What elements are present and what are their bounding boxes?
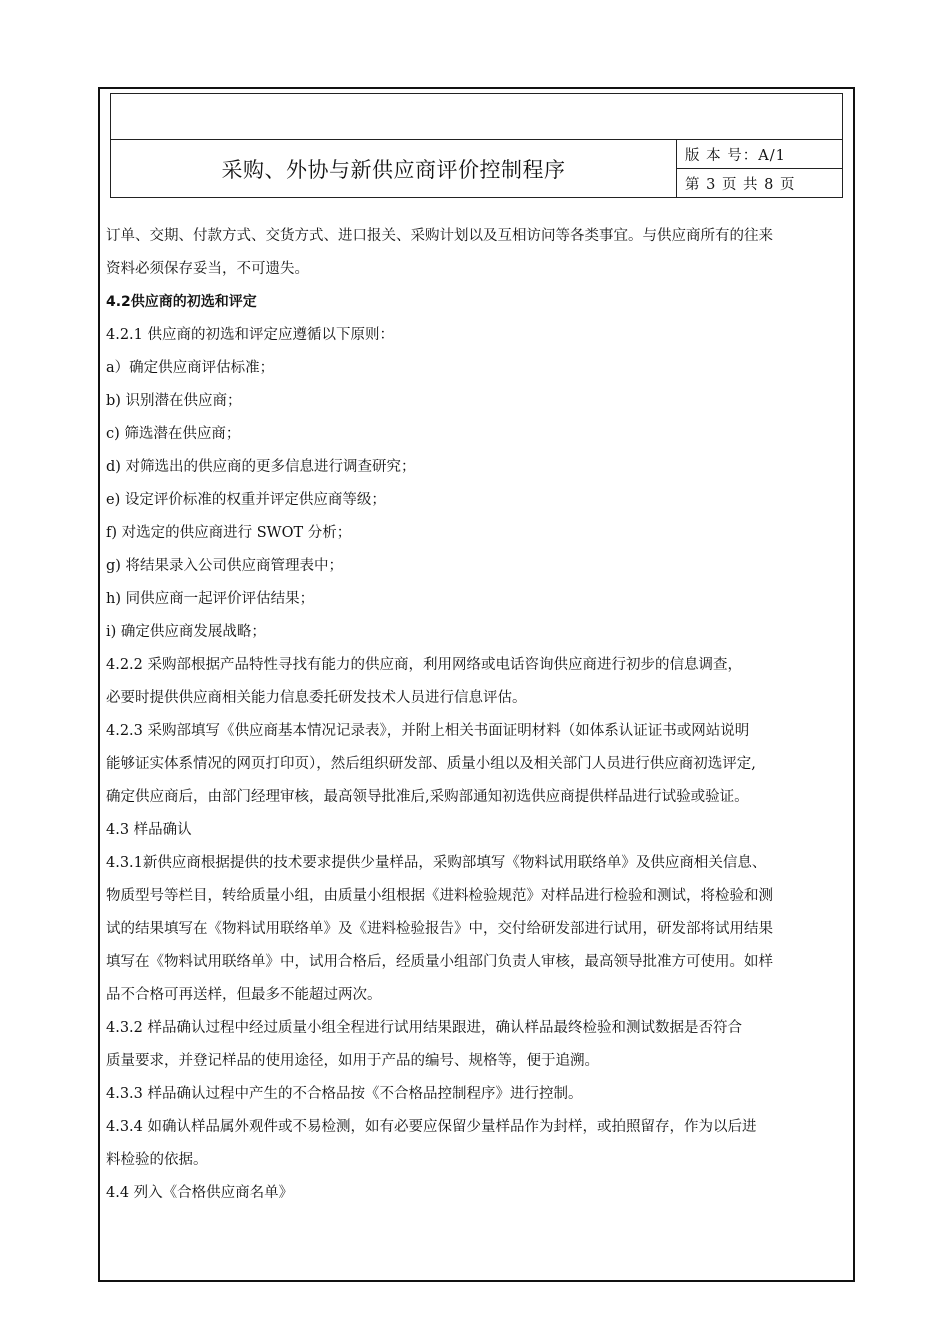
body-line: a）确定供应商评估标准； <box>106 360 275 376</box>
body-line: 填写在《物料试用联络单》中，试用合格后，经质量小组部门负责人审核，最高领导批准方可使用。如样 <box>106 954 773 970</box>
body-line: 质量要求，并登记样品的使用途径，如用于产品的编号、规格等，便于追溯。 <box>106 1053 599 1069</box>
body-line: 4.2.2 采购部根据产品特性寻找有能力的供应商，利用网络或电话咨询供应商进行初步的信息调查， <box>106 657 742 673</box>
header-blank-row <box>110 93 843 140</box>
header-meta <box>677 140 842 197</box>
document-title: 采购、外协与新供应商评价控制程序 <box>111 140 677 197</box>
body-line: 订单、交期、付款方式、交货方式、进口报关、采购计划以及互相访问等各类事宜。与供应商所有的往来 <box>106 228 773 244</box>
body-line: 必要时提供供应商相关能力信息委托研发技术人员进行信息评估。 <box>106 690 527 706</box>
section-heading: 4.2供应商的初选和评定 <box>106 294 257 310</box>
body-line: 品不合格可再送样，但最多不能超过两次。 <box>106 987 382 1003</box>
body-line: i) 确定供应商发展战略； <box>106 624 266 640</box>
body-line: 4.2.3 采购部填写《供应商基本情况记录表》，并附上相关书面证明材料（如体系认证证书或网站说明 <box>106 723 750 739</box>
body-line: b) 识别潜在供应商； <box>106 393 242 409</box>
body-line: g) 将结果录入公司供应商管理表中； <box>106 558 344 574</box>
body-line: h) 同供应商一起评价评估结果； <box>106 591 315 607</box>
page-number: 第 3 页 共 8 页 <box>677 168 842 197</box>
body-line: 试的结果填写在《物料试用联络单》及《进料检验报告》中，交付给研发部进行试用，研发部将试用结果 <box>106 921 773 937</box>
body-line: 4.3.4 如确认样品属外观件或不易检测，如有必要应保留少量样品作为封样，或拍照留存，作为以后进 <box>106 1119 757 1135</box>
body-line: 料检验的依据。 <box>106 1152 208 1168</box>
version-number: 版 本 号：A/1 <box>685 147 786 164</box>
body-line: 4.3.1新供应商根据提供的技术要求提供少量样品，采购部填写《物料试用联络单》及供应商相关信息、 <box>106 855 767 871</box>
body-line: f) 对选定的供应商进行 SWOT 分析； <box>106 525 352 541</box>
body-line: 4.3.2 样品确认过程中经过质量小组全程进行试用结果跟进，确认样品最终检验和测试数据是否符合 <box>106 1020 742 1036</box>
body-line: 4.3.3 样品确认过程中产生的不合格品按《不合格品控制程序》进行控制。 <box>106 1086 583 1102</box>
body-line: 资料必须保存妥当，不可遗失。 <box>106 261 309 277</box>
body-line: e) 设定评价标准的权重并评定供应商等级； <box>106 492 386 508</box>
document-header <box>110 139 843 198</box>
body-line: 4.2.1 供应商的初选和评定应遵循以下原则： <box>106 327 395 343</box>
body-line: d) 对筛选出的供应商的更多信息进行调查研究； <box>106 459 416 475</box>
body-line: 确定供应商后，由部门经理审核，最高领导批准后,采购部通知初选供应商提供样品进行试验或验证。 <box>106 789 749 805</box>
body-line: 物质型号等栏目，转给质量小组，由质量小组根据《进料检验规范》对样品进行检验和测试，将检验和测 <box>106 888 773 904</box>
body-line: 4.3 样品确认 <box>106 822 192 838</box>
body-line: 能够证实体系情况的网页打印页），然后组织研发部、质量小组以及相关部门人员进行供应商初选评定, <box>106 756 756 772</box>
document-body <box>106 220 848 1210</box>
body-line: c) 筛选潜在供应商； <box>106 426 241 442</box>
body-line: 4.4 列入《合格供应商名单》 <box>106 1185 294 1201</box>
